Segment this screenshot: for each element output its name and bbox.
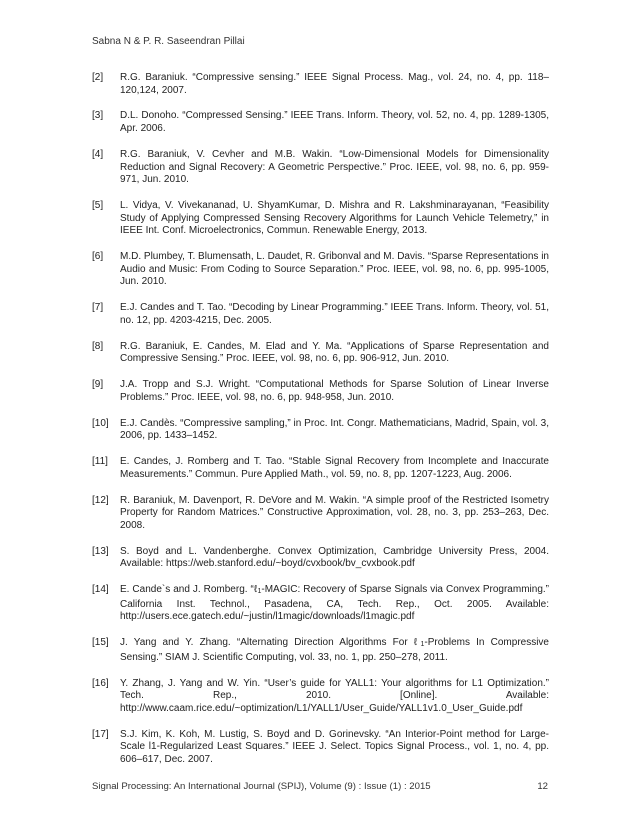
reference-item (92, 546, 549, 571)
reference-number: [6] (92, 251, 104, 263)
reference-item (92, 302, 549, 327)
reference-text-part: -MAGIC: Recovery of Sparse Signals via Convex Programming.” California Inst. Technol., Pasadena, CA, Tech. Rep., Oct. 2005. Available: http://users.ece.gatech.edu/~justin/l1magic/downloads/l1magic.pdf (120, 584, 549, 623)
reference-text (120, 637, 549, 664)
reference-number: [10] (92, 417, 109, 429)
reference-text: Y. Zhang, J. Yang and W. Yin. “User’s guide for YALL1: Your algorithms for L1 Optimization.” Tech. Rep., 2010. [Online]. Available: http://www.caam.rice.edu/~optimization/L1/YALL1/User_Guide/YALL1v1.0_User_Guide.pdf (120, 677, 549, 714)
reference-item (92, 251, 549, 289)
subscript: 1 (257, 588, 262, 596)
reference-number: [2] (92, 72, 104, 83)
reference-item (92, 418, 549, 443)
reference-text: R.G. Baraniuk, E. Candes, M. Elad and Y. Ma. “Applications of Sparse Representation and Compressive Sensing.” Proc. IEEE, vol. 98, no. 6, pp. 906-912, Jun. 2010. (120, 340, 549, 365)
reference-text: M.D. Plumbey, T. Blumensath, L. Daudet, R. Gribonval and M. Davis. “Sparse Representations in Audio and Music: From Coding to Source Separation.” Proc. IEEE, vol. 98, no. 6, pp. 995-1005, Jun. 2010. (120, 251, 549, 288)
reference-text (120, 584, 549, 624)
reference-item (92, 341, 549, 366)
reference-item (92, 495, 549, 533)
reference-item (92, 456, 549, 481)
reference-text: R.G. Baraniuk. “Compressive sensing.” IEEE Signal Process. Mag., vol. 24, no. 4, pp. 118–120,124, 2007. (120, 72, 549, 96)
reference-text: S.J. Kim, K. Koh, M. Lustig, S. Boyd and D. Gorinevsky. “An Interior-Point method for Large-Scale l1-Regularized Least Squares.” IEEE J. Select. Topics Signal Process., vol. 1, no. 4, pp. 606–617, Dec. 2007. (120, 728, 549, 766)
reference-number: [15] (92, 637, 109, 649)
reference-number: [7] (92, 302, 104, 314)
reference-text: D.L. Donoho. “Compressed Sensing.” IEEE Trans. Inform. Theory, vol. 52, no. 4, pp. 1289-1305, Apr. 2006. (120, 110, 549, 135)
reference-text: S. Boyd and L. Vandenberghe. Convex Optimization, Cambridge University Press, 2004. Available: https://web.stanford.edu/~boyd/cvxbook/bv_cvxbook.pdf (120, 545, 549, 570)
reference-number: [17] (92, 728, 109, 740)
reference-text: R.G. Baraniuk, V. Cevher and M.B. Wakin. “Low-Dimensional Models for Dimensionality Reduction and Signal Recovery: A Geometric Perspective.” Proc. IEEE, vol. 98, no. 6, pp. 959-971, Jun. 2010. (120, 148, 549, 186)
page-number: 12 (537, 781, 548, 792)
reference-item (92, 110, 549, 135)
reference-text: E.J. Candes and T. Tao. “Decoding by Linear Programming.” IEEE Trans. Inform. Theory, vol. 51, no. 12, pp. 4203-4215, Dec. 2005. (120, 302, 549, 326)
reference-text: R. Baraniuk, M. Davenport, R. DeVore and M. Wakin. “A simple proof of the Restricted Isometry Property for Random Matrices.” Constructive Approximation, vol. 28, no. 3, pp. 253–263, Dec. 2008. (120, 494, 549, 531)
reference-text-part: E. Cande`s and J. Romberg. “ℓ (120, 584, 258, 596)
running-header: Sabna N & P. R. Saseendran Pillai (92, 36, 245, 47)
page-footer (92, 781, 548, 792)
reference-number: [8] (92, 340, 104, 352)
reference-number: [5] (92, 200, 104, 212)
subscript: 1 (420, 641, 425, 649)
reference-item (92, 200, 549, 238)
reference-text-part: J. Yang and Y. Zhang. “Alternating Direction Algorithms For ℓ (120, 637, 421, 649)
reference-number: [11] (92, 456, 108, 468)
reference-text: J.A. Tropp and S.J. Wright. “Computational Methods for Sparse Solution of Linear Inverse Problems.” Proc. IEEE, vol. 98, no. 6, pp. 948-958, Jun. 2010. (120, 379, 549, 403)
reference-number: [16] (92, 677, 109, 689)
reference-item (92, 149, 549, 187)
footer-journal: Signal Processing: An International Journal (SPIJ), Volume (9) : Issue (1) : 2015 (92, 781, 431, 792)
reference-item (92, 678, 549, 716)
reference-text: E.J. Candès. “Compressive sampling,” in Proc. Int. Congr. Mathematicians, Madrid, Spain, vol. 3, 2006, pp. 1433–1452. (120, 417, 549, 442)
reference-text: E. Candes, J. Romberg and T. Tao. “Stable Signal Recovery from Incomplete and Inaccurate Measurements.” Commun. Pure Applied Math., vol. 59, no. 8, pp. 1207-1223, Aug. 2006. (120, 456, 549, 480)
reference-number: [4] (92, 148, 104, 160)
reference-text-part: -Problems In Compressive Sensing.” SIAM J. Scientific Computing, vol. 33, no. 1, pp. 250–278, 2011. (120, 637, 549, 663)
reference-item (92, 729, 549, 767)
reference-number: [3] (92, 110, 104, 122)
reference-text: L. Vidya, V. Vivekananad, U. ShyamKumar, D. Mishra and R. Lakshminarayanan, “Feasibility Study of Applying Compressed Sensing Recovery Algorithms for Launch Vehicle Telemetry,” in IEEE Int. Conf. Microelectronics, Commun. Renewable Energy, 2013. (120, 200, 549, 237)
reference-item (92, 584, 549, 624)
reference-item (92, 72, 549, 97)
reference-number: [13] (92, 545, 109, 557)
reference-number: [14] (92, 584, 109, 596)
reference-item (92, 379, 549, 404)
reference-item (92, 637, 549, 664)
reference-number: [12] (92, 494, 109, 506)
reference-list (92, 72, 549, 780)
reference-number: [9] (92, 379, 104, 391)
